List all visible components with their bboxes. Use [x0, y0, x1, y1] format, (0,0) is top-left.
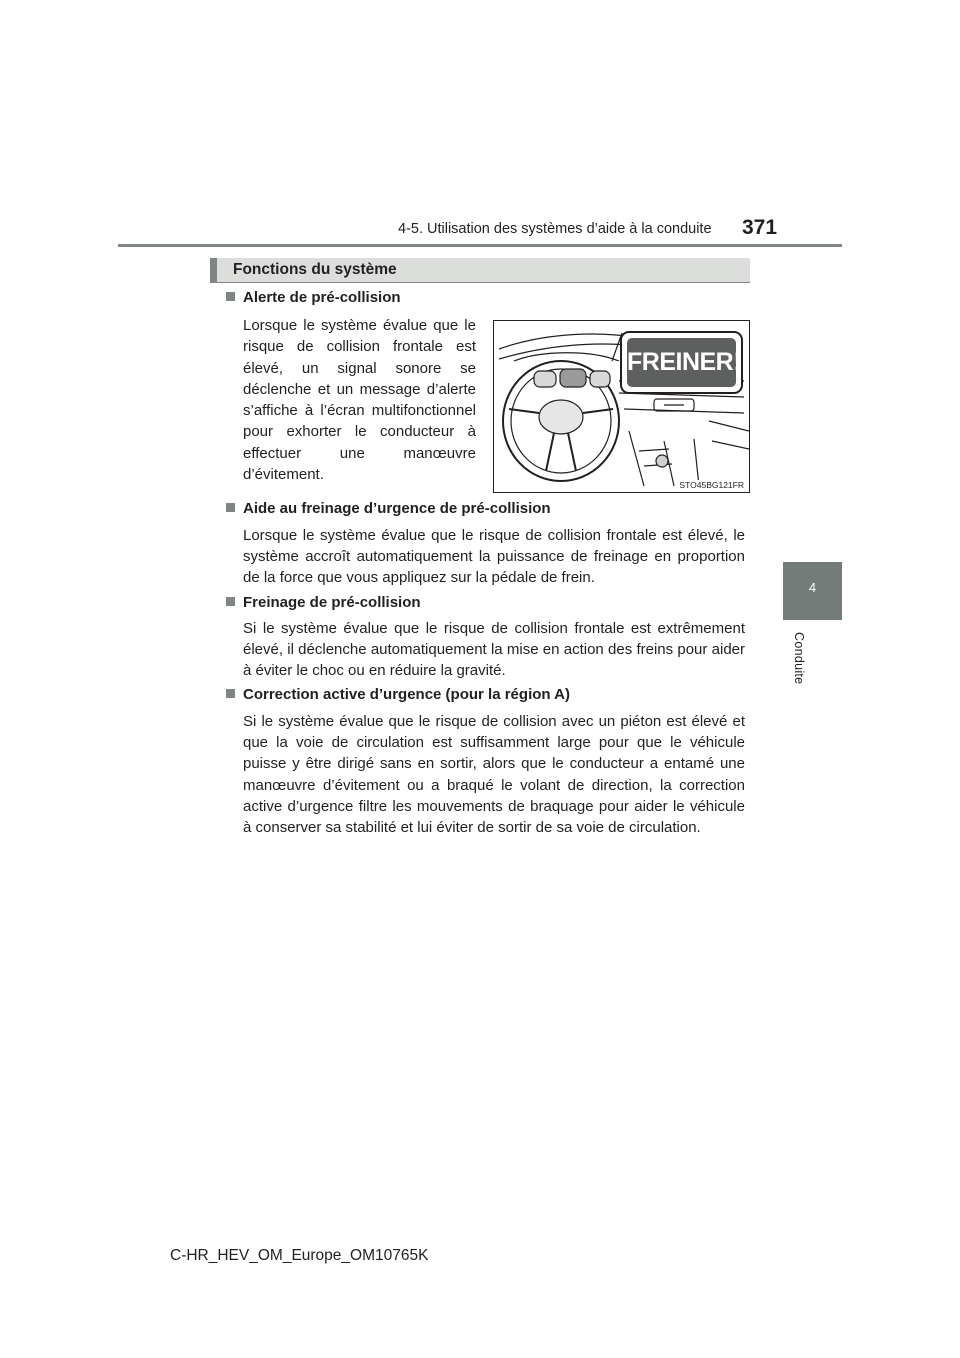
item-text-pre-collision-alert: Lorsque le système évalue que le risque de collision frontale est élevé, un signal sonore se déclenche et un message d’alerte s’affiche à l’écran multifonctionnel pour exhorter le conducteur à effectuer une manœuvre d’évitement. — [243, 317, 476, 484]
item-title-pre-collision-alert — [226, 289, 401, 306]
page-number: 371 — [742, 216, 778, 239]
item-text-emergency-brake-assist: Lorsque le système évalue que le risque de collision frontale est élevé, le système accroît automatiquement la puissance de freinage en proportion de la force que vous appliquez sur la pédale de frein. — [243, 527, 745, 587]
item-text-pre-collision-braking: Si le système évalue que le risque de collision frontale est extrêmement élevé, il déclenche automatiquement la mise en action des freins pour aider à éviter le choc ou en réduire la gravité. — [243, 620, 745, 680]
item-title-text: Aide au freinage d’urgence de pré-collision — [243, 500, 551, 517]
square-bullet-icon — [226, 292, 235, 301]
dashboard-illustration — [493, 320, 750, 493]
header-title: 4-5. Utilisation des systèmes d’aide à la conduite — [398, 221, 712, 237]
section-title: Fonctions du système — [233, 261, 397, 278]
freiner-display: FREINER! — [627, 338, 736, 387]
section-bar-rule — [210, 282, 750, 283]
section-bar — [210, 258, 750, 282]
square-bullet-icon — [226, 597, 235, 606]
item-title-text: Freinage de pré-collision — [243, 594, 421, 611]
item-title-text: Alerte de pré-collision — [243, 289, 401, 306]
freiner-callout — [620, 331, 743, 394]
chapter-number: 4 — [808, 580, 817, 595]
item-title-emergency-brake-assist — [226, 500, 551, 517]
item-title-text: Correction active d’urgence (pour la région A) — [243, 686, 570, 703]
item-title-pre-collision-braking — [226, 594, 421, 611]
square-bullet-icon — [226, 689, 235, 698]
item-text-emergency-steering-assist: Si le système évalue que le risque de collision avec un piéton est élevé et que la voie de circulation est suffisamment large pour que le véhicule puisse y être dirigé sans en sortir, alors que le conducteur a entamé une manœuvre d’évitement ou a braqué le volant de direction, la correction active d’urgence filtre les mouvements de braquage pour aider le véhicule à conserver sa stabilité et lui éviter de sortir de sa voie de circulation. — [243, 713, 745, 837]
footer-doc-id: C-HR_HEV_OM_Europe_OM10765K — [170, 1247, 429, 1264]
square-bullet-icon — [226, 503, 235, 512]
chapter-label: Conduite — [792, 632, 806, 685]
figure-code: STO45BG121FR — [679, 480, 744, 490]
chapter-tab — [783, 562, 842, 620]
header-rule — [118, 244, 842, 247]
item-title-emergency-steering-assist — [226, 686, 570, 703]
